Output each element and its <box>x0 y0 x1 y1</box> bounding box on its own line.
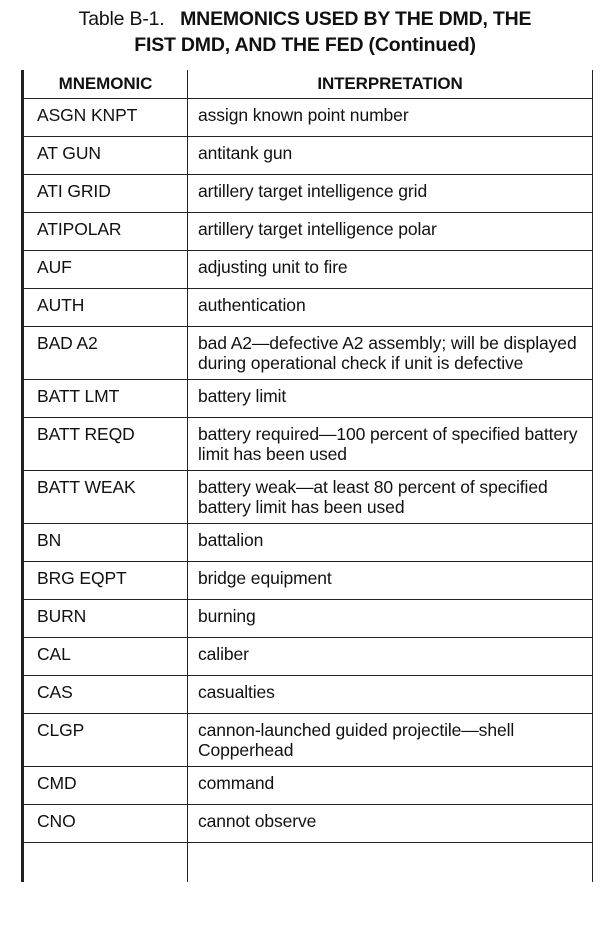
table-number: Table B-1. <box>78 8 165 30</box>
mnemonic-cell: CLGP <box>23 714 188 767</box>
interpretation-cell: antitank gun <box>188 137 593 175</box>
mnemonic-cell: CAS <box>23 676 188 714</box>
table-row <box>23 471 593 524</box>
interpretation-cell: battery weak—at least 80 percent of specified battery limit has been used <box>188 471 593 524</box>
mnemonic-cell: CNO <box>23 805 188 843</box>
table-row <box>23 805 593 843</box>
table-row <box>23 289 593 327</box>
table-row <box>23 380 593 418</box>
table-row <box>23 99 593 137</box>
interpretation-cell: cannot observe <box>188 805 593 843</box>
interpretation-cell: authentication <box>188 289 593 327</box>
mnemonic-cell: ATI GRID <box>23 175 188 213</box>
mnemonic-cell: ATIPOLAR <box>23 213 188 251</box>
table-row <box>23 418 593 471</box>
interpretation-cell: assign known point number <box>188 99 593 137</box>
interpretation-cell: burning <box>188 600 593 638</box>
mnemonic-cell: BURN <box>23 600 188 638</box>
table-row <box>23 600 593 638</box>
table-row <box>23 638 593 676</box>
column-header-interpretation: INTERPRETATION <box>188 70 593 99</box>
caption-title-part-1: MNEMONICS USED BY THE DMD, THE <box>180 8 532 30</box>
table-row <box>23 524 593 562</box>
mnemonic-cell: BRG EQPT <box>23 562 188 600</box>
table-row <box>23 213 593 251</box>
interpretation-cell: battery required—100 percent of specified battery limit has been used <box>188 418 593 471</box>
mnemonic-cell: CMD <box>23 767 188 805</box>
mnemonic-cell: BAD A2 <box>23 327 188 380</box>
table-row <box>23 175 593 213</box>
interpretation-cell: bridge equipment <box>188 562 593 600</box>
table-row <box>23 676 593 714</box>
interpretation-cell: caliber <box>188 638 593 676</box>
interpretation-cell: artillery target intelligence polar <box>188 213 593 251</box>
mnemonics-table <box>21 70 593 882</box>
mnemonic-cell-empty <box>23 843 188 883</box>
mnemonic-cell: CAL <box>23 638 188 676</box>
mnemonic-cell: ASGN KNPT <box>23 99 188 137</box>
caption-line-1 <box>0 6 610 32</box>
interpretation-cell: casualties <box>188 676 593 714</box>
mnemonic-cell: BN <box>23 524 188 562</box>
mnemonic-cell: AUTH <box>23 289 188 327</box>
column-header-mnemonic: MNEMONIC <box>23 70 188 99</box>
caption-title-part-2: FIST DMD, AND THE FED (Continued) <box>134 34 476 56</box>
mnemonic-cell: AUF <box>23 251 188 289</box>
header-row <box>23 70 593 99</box>
table-row <box>23 251 593 289</box>
table-row <box>23 327 593 380</box>
interpretation-cell: cannon-launched guided projectile—shell Copperhead <box>188 714 593 767</box>
interpretation-cell: command <box>188 767 593 805</box>
interpretation-cell: bad A2—defective A2 assembly; will be displayed during operational check if unit is defective <box>188 327 593 380</box>
interpretation-cell: battalion <box>188 524 593 562</box>
table-caption <box>0 6 610 58</box>
table-body <box>23 99 593 883</box>
table-row <box>23 767 593 805</box>
table-row <box>23 562 593 600</box>
mnemonic-cell: BATT WEAK <box>23 471 188 524</box>
interpretation-cell: artillery target intelligence grid <box>188 175 593 213</box>
mnemonic-cell: BATT REQD <box>23 418 188 471</box>
interpretation-cell-empty <box>188 843 593 883</box>
interpretation-cell: battery limit <box>188 380 593 418</box>
table-row <box>23 714 593 767</box>
interpretation-cell: adjusting unit to fire <box>188 251 593 289</box>
table-row <box>23 137 593 175</box>
mnemonic-cell: AT GUN <box>23 137 188 175</box>
table-row-empty <box>23 843 593 883</box>
mnemonic-cell: BATT LMT <box>23 380 188 418</box>
